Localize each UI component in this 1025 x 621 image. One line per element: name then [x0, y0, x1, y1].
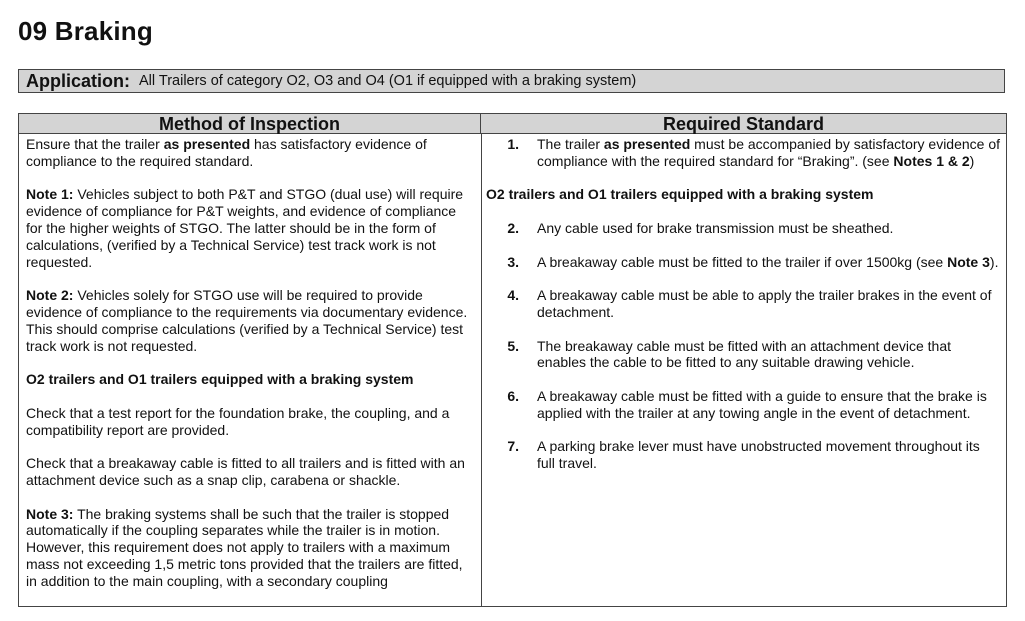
item-number: 6.	[507, 387, 519, 404]
text-run: ).	[989, 253, 999, 270]
required-standard-column	[486, 136, 1001, 489]
text-run: has satisfactory evidence of compliance to the required standard.	[26, 136, 427, 169]
column-divider	[481, 134, 482, 606]
text-run: must be accompanied by satisfactory evidence of compliance with the required standard for “Braking”. (see	[537, 136, 1001, 169]
emphasis-text: Note 3	[947, 253, 990, 270]
standard-item-4	[489, 287, 1001, 321]
right-subheading: O2 trailers and O1 trailers equipped with a braking system	[486, 186, 874, 203]
method-of-inspection-column	[26, 136, 476, 606]
standard-item-3	[489, 254, 1001, 271]
note-1	[26, 186, 476, 270]
standard-item-2	[489, 220, 1001, 237]
item-number: 2.	[507, 219, 519, 236]
text-run: The trailer	[537, 136, 604, 152]
item-text: A parking brake lever must have unobstructed movement throughout its full travel.	[537, 438, 980, 472]
inspection-table	[18, 113, 1007, 607]
item-text: The breakaway cable must be fitted with an attachment device that enables the cable to be fitted to any suitable drawing vehicle.	[537, 337, 952, 371]
item-number: 7.	[507, 438, 519, 455]
note-label: Note 3:	[26, 505, 74, 522]
emphasis-text: as presented	[603, 136, 691, 152]
item-text	[537, 136, 1001, 170]
note-text: The braking systems shall be such that the trailer is stopped automatically if the coupling separates while the trailer is in motion. However, this requirement does not apply to trailers with a maximum mass not exceeding 1,5 metric tons provided that the trailers are fitted, in addition to the main coupling, with a secondary coupling	[26, 505, 463, 589]
item-number: 1.	[507, 136, 519, 152]
standard-item-5	[489, 338, 1001, 372]
subheading-text: O2 trailers and O1 trailers equipped with a braking system	[26, 371, 414, 388]
emphasis-text: as presented	[163, 136, 251, 152]
note-text: Vehicles solely for STGO use will be required to provide evidence of compliance to the requirements via documentary evidence. This should comprise calculations (verified by a Technical Service) test track work is not requested.	[26, 287, 468, 354]
text-run: A breakaway cable must be fitted to the trailer if over 1500kg (see	[537, 253, 948, 270]
page-title: 09 Braking	[18, 16, 153, 46]
text-run: Ensure that the trailer	[26, 136, 164, 152]
standard-item-1	[489, 136, 1001, 170]
note-label: Note 1:	[26, 186, 74, 203]
note-3	[26, 506, 476, 590]
note-text: Vehicles subject to both P&T and STGO (dual use) will require evidence of compliance for P&T weights, and evidence of compliance for the higher weights of STGO. The latter should be in the form of calculations, (verified by a Technical Service) test track work is not requested.	[26, 186, 464, 270]
application-box	[18, 69, 1005, 93]
item-number: 3.	[507, 253, 519, 270]
item-text: Any cable used for brake transmission must be sheathed.	[537, 219, 894, 236]
check-breakaway-cable: Check that a breakaway cable is fitted to all trailers and is fitted with an attachment device such as a snap clip, carabena or shackle.	[26, 455, 465, 488]
compliance-paragraph	[26, 136, 476, 170]
application-text: All Trailers of category O2, O3 and O4 (O1 if equipped with a braking system)	[139, 73, 637, 89]
emphasis-text: Notes 1 & 2	[893, 152, 970, 169]
check-test-report: Check that a test report for the foundation brake, the coupling, and a compatibility report are provided.	[26, 404, 450, 438]
item-number: 4.	[507, 287, 519, 304]
note-label: Note 2:	[26, 287, 74, 304]
application-label: Application:	[26, 70, 130, 91]
item-text	[537, 254, 1001, 271]
text-run: )	[969, 152, 975, 169]
item-text: A breakaway cable must be able to apply the trailer brakes in the event of detachment.	[537, 287, 992, 320]
item-text: A breakaway cable must be fitted with a guide to ensure that the brake is applied with the trailer at any towing angle in the event of detachment.	[537, 387, 987, 421]
required-standard-header: Required Standard	[481, 114, 1006, 134]
note-2	[26, 287, 476, 354]
left-subheading	[26, 371, 476, 388]
method-of-inspection-header: Method of Inspection	[19, 114, 481, 134]
standard-item-7	[489, 438, 1001, 472]
item-number: 5.	[507, 337, 519, 354]
standard-item-6	[489, 388, 1001, 422]
